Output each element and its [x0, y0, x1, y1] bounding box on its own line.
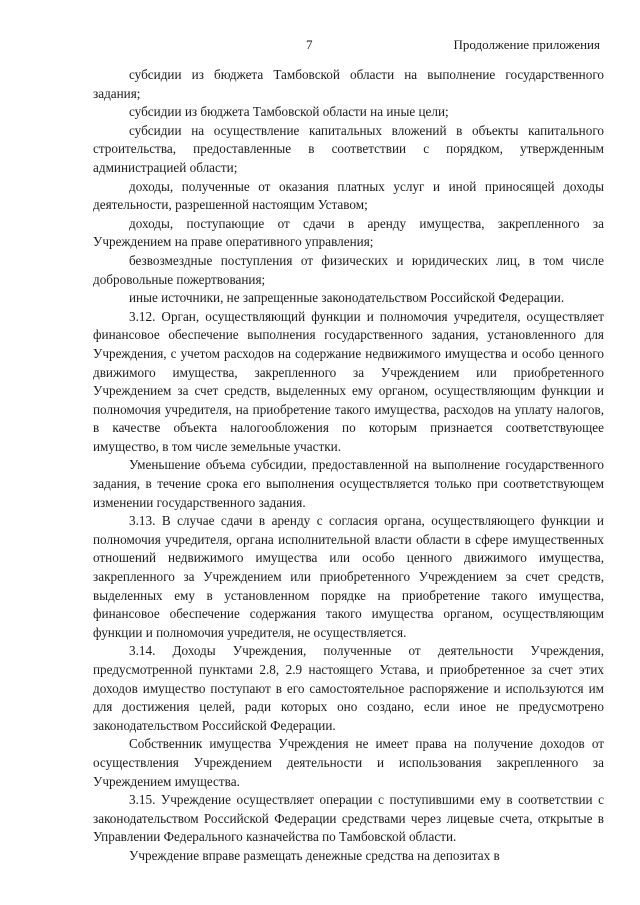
paragraph: Уменьшение объема субсидии, предоставленной на выполнение государственного задания, в течение срока его выполнения осуществляется только при соответствующем изменении государственного задания. [93, 457, 604, 510]
paragraph: доходы, поступающие от сдачи в аренду имущества, закрепленного за Учреждением на праве оперативного управления; [93, 215, 604, 250]
page-number: 7 [306, 37, 313, 52]
paragraph-3-15: 3.15. Учреждение осуществляет операции с поступившими ему в соответствии с законодательством Российской Федерации средствами через лицевые счета, открытые в Управлении Федерального казначейства по Тамбовской области. [93, 792, 604, 845]
paragraph: доходы, полученные от оказания платных услуг и иной приносящей доходы деятельности, разрешенной настоящим Уставом; [93, 178, 604, 213]
paragraph: субсидии на осуществление капитальных вложений в объекты капитального строительства, предоставленные в соответствии с порядком, утвержденным администрацией области; [93, 122, 604, 175]
paragraph: безвозмездные поступления от физических и юридических лиц, в том числе добровольные пожертвования; [93, 252, 604, 287]
paragraph: Учреждение вправе размещать денежные средства на депозитах в [129, 847, 500, 863]
paragraph-3-13: 3.13. В случае сдачи в аренду с согласия органа, осуществляющего функции и полномочия учредителя, органа исполнительной власти области в сфере имущественных отношений недвижимого имущества или особо ценного движимого имущества, закрепленного за Учреждением или приобретенного Учреждением за счет средств, выделенных ему в установленном порядке на приобретение такого имущества, финансовое обеспечение содержания такого имущества органом, осуществляющим функции и полномочия учредителя, не осуществляется. [93, 513, 604, 640]
body-text [93, 66, 604, 866]
paragraph-3-12: 3.12. Орган, осуществляющий функции и полномочия учредителя, осуществляет финансовое обеспечение выполнения государственного задания, установленного для Учреждения, с учетом расходов на содержание недвижимого имущества и особо ценного движимого имущества, закрепленного за Учреждением или приобретенного Учреждением за счет средств, выделенных ему органом, осуществляющим функции и полномочия учредителя, на приобретение такого имущества, расходов на уплату налогов, в качестве объекта налогообложения по которым признается соответствующее имущество, в том числе земельные участки. [93, 308, 604, 454]
running-header: Продолжение приложения [453, 37, 600, 52]
paragraph: Собственник имущества Учреждения не имеет права на получение доходов от осуществления Учреждением деятельности и использования закрепленного за Учреждением имущества. [93, 736, 604, 789]
paragraph-3-14: 3.14. Доходы Учреждения, полученные от деятельности Учреждения, предусмотренной пунктами 2.8, 2.9 настоящего Устава, и приобретенное за счет этих доходов имущество поступают в его самостоятельное распоряжение и используются им для достижения целей, ради которых оно создано, если иное не предусмотрено законодательством Российской Федерации. [93, 643, 604, 733]
paragraph: субсидии из бюджета Тамбовской области на выполнение государственного задания; [93, 67, 604, 101]
paragraph: субсидии из бюджета Тамбовской области на иные цели; [129, 104, 449, 120]
paragraph: иные источники, не запрещенные законодательством Российской Федерации. [129, 290, 565, 306]
